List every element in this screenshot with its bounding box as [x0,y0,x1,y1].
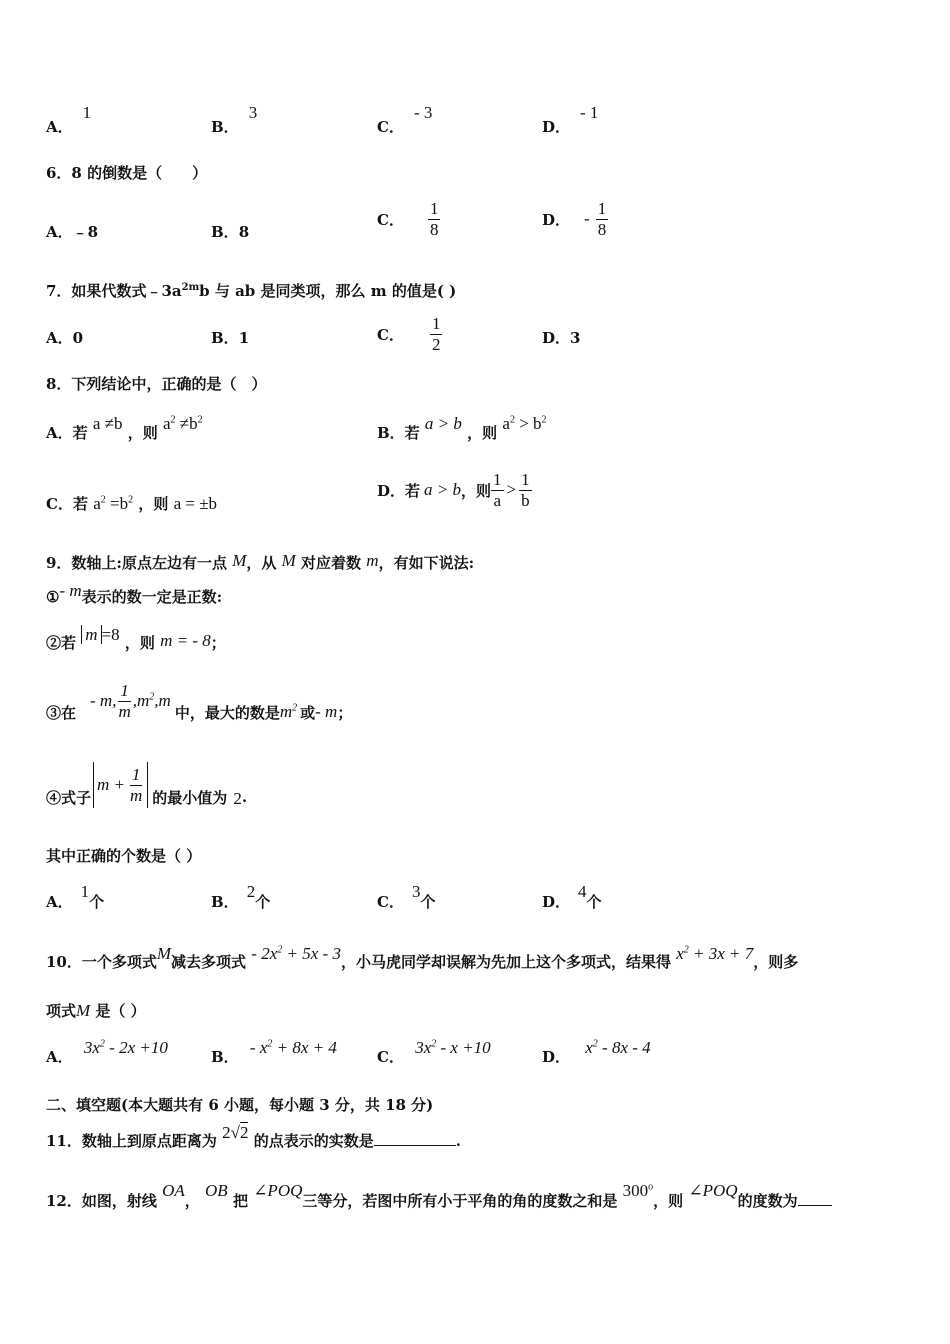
fraction: $\frac{1}{m}$ [130,764,143,805]
q9-tail: 其中正确的个数是（ ） [46,847,202,865]
q6-option-b: B．8 [211,223,250,241]
q7-option-c: C． $\frac{1}{2}$ [377,313,441,354]
q9-stem: 9．数轴上:原点左边有一点 M，从 M 对应着数 m，有如下说法: [46,551,475,572]
fraction: $\frac{1}{a}$ [493,469,502,510]
q8-option-c: C．若 $a^2 =b^2$ ，则 a = ±b [46,494,218,513]
q7-option-a: A．0 [46,329,84,347]
q9-statement-3: ③在 - m, $\frac{1}{m}$ $,m^2,m$ 中，最大的数是 $m^2$ 或 - m ； [46,680,353,722]
q6-option-a: A．﹣8 [46,223,99,241]
answer-blank[interactable] [798,1205,832,1206]
sqrt-expression: 2√2 [222,1123,249,1142]
q5-option-c: C．- 3 [377,103,433,136]
q7-stem: 7．如果代数式$﹣3a^{2m}b$ 与 ab 是同类项，那么 m 的值是( ) [46,282,457,300]
q8-option-d: D．若 a > b ，则 $\frac{1}{a}$ > $\frac{1}{b}$ [377,469,530,510]
q9-statement-2: ②若 m =8 ，则 m = - 8； [46,625,226,652]
q7-option-b: B．1 [211,329,250,347]
q6-option-d: D． - $\frac{1}{8}$ [542,198,607,239]
q10-option-b: B． - $x^2 + 8x + 4$ [211,1038,337,1066]
q12-stem: 12．如图，射线 OA， OB 把 ∠POQ三等分，若图中所有小于平角的角的度数之和是 300$^o$，则 ∠POQ的度数为 [46,1190,832,1211]
fraction: $\frac{1}{8}$ [597,198,607,239]
q7-option-d: D．3 [542,329,581,347]
q6-stem: 6．8 的倒数是（ ） [46,164,208,182]
q10-option-c: C． $3x^2 - x +10$ [377,1038,491,1066]
fraction: $\frac{1}{8}$ [429,198,439,239]
q9-statement-1: ①- m表示的数一定是正数: [46,581,223,606]
q5-option-d: D．- 1 [542,103,599,136]
q10-stem-line-1: 10．一个多项式M减去多项式 - $2x^2 + 5x - 3$，小马虎同学却误解为先加上这个多项式，结果得 $x^2 + 3x + 7$，则多 [46,944,799,971]
q10-option-a: A． $3x^2 - 2x +10$ [46,1038,168,1066]
q6-option-c: C． $\frac{1}{8}$ [377,198,439,239]
q10-option-d: D． $x^2 - 8x - 4$ [542,1038,651,1066]
q8-option-b: B．若 a > b ，则 $a^2 > b^2$ [377,414,547,442]
q8-stem: 8．下列结论中，正确的是（ ） [46,375,267,393]
q11-stem: 11．数轴上到原点距离为 2√2 的点表示的实数是 . [46,1123,461,1150]
fraction: $\frac{1}{b}$ [521,469,530,510]
q9-option-c: C．3个 [377,882,436,911]
q5-option-b: B．3 [211,103,258,136]
q9-option-b: B．2个 [211,882,271,911]
q9-option-a: A．1个 [46,882,105,911]
section-title: 二、填空题(本大题共有 6 小题，每小题 3 分，共 18 分) [46,1096,434,1114]
answer-blank[interactable] [374,1145,456,1146]
q5-option-a: A．1 [46,103,92,136]
fraction: $\frac{1}{2}$ [431,313,441,354]
q9-statement-4: ④式子 m + $\frac{1}{m}$ 的最小值为 2 . [46,760,247,810]
q10-stem-line-2: 项式M 是（ ） [46,1001,146,1020]
q9-option-d: D．4个 [542,882,602,911]
q8-option-a: A．若 a ≠b ，则 $a^2 \ne b^2$ [46,414,203,442]
fraction: $\frac{1}{m}$ [118,680,131,721]
